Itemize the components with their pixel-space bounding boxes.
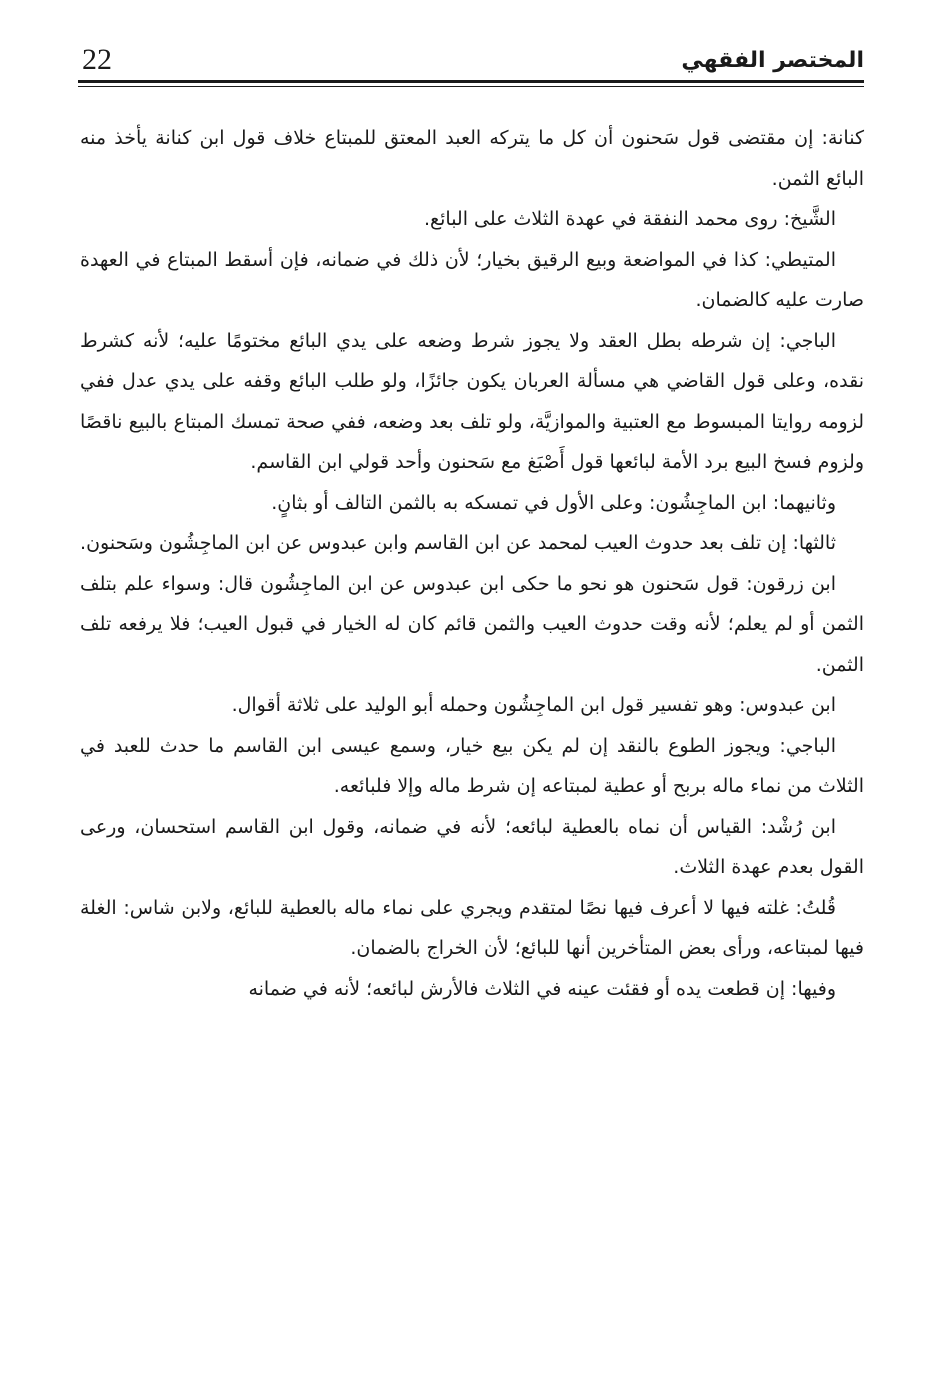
header-rule-thick bbox=[78, 80, 864, 83]
paragraph: الباجي: إن شرطه بطل العقد ولا يجوز شرط وضعه على يدي البائع مختومًا عليه؛ لأنه كشرط نقده، وعلى قول القاضي هي مسألة العربان يكون جائزًا، ولو طلب البائع وقفه على يدي عدل ففي لزومه روايتا المبسوط مع العتبية والموازيَّة، ولو تلف بعد وضعه، ففي صحة تمسك المبتاع بالبيع ناقصًا ولزوم فسخ البيع برد الأمة لبائعها قول أَصْبَغ مع سَحنون وأحد قولي ابن القاسم. bbox=[80, 329, 864, 473]
paragraph: ابن رُشْد: القياس أن نماه بالعطية لبائعه؛ لأنه في ضمانه، وقول ابن القاسم استحسان، ورعى القول بعدم عهدة الثلاث. bbox=[80, 815, 864, 878]
paragraph: المتيطي: كذا في المواضعة وبيع الرقيق بخيار؛ لأن ذلك في ضمانه، فإن أسقط المبتاع في العهدة صارت عليه كالضمان. bbox=[80, 248, 864, 311]
paragraph: قُلتُ: غلته فيها لا أعرف فيها نصًا لمتقدم ويجري على نماء ماله بالعطية للبائع، ولابن شاس: الغلة فيها لمبتاعه، ورأى بعض المتأخرين أنها للبائع؛ لأن الخراج بالضمان. bbox=[80, 896, 864, 959]
paragraph: كنانة: إن مقتضى قول سَحنون أن كل ما يتركه العبد المعتق للمبتاع خلاف قول ابن كنانة يأخذ منه البائع الثمن. bbox=[80, 127, 864, 190]
page-header bbox=[78, 40, 864, 86]
header-rule-thin bbox=[78, 86, 864, 87]
body-text bbox=[80, 118, 864, 1009]
paragraph: الباجي: ويجوز الطوع بالنقد إن لم يكن بيع خيار، وسمع عيسى ابن القاسم ما حدث للعبد في الثلاث من نماء ماله بربح أو عطية لمبتاعه إن شرط ماله وإلا فلبائعه. bbox=[80, 734, 864, 797]
paragraph: ابن زرقون: قول سَحنون هو نحو ما حكى ابن عبدوس عن ابن الماجِشُون قال: وسواء علم بتلف الثمن أو لم يعلم؛ لأنه وقت حدوث العيب والثمن قائم كان له الخيار في قبول العيب؛ فلا يرفعه تلف الثمن. bbox=[80, 572, 864, 676]
paragraph: وفيها: إن قطعت يده أو فقئت عينه في الثلاث فالأرش لبائعه؛ لأنه في ضمانه bbox=[248, 977, 836, 1000]
paragraph: ثالثها: إن تلف بعد حدوث العيب لمحمد عن ابن القاسم وابن عبدوس عن ابن الماجِشُون وسَحنون. bbox=[80, 532, 836, 554]
paragraph: الشَّيخ: روى محمد النفقة في عهدة الثلاث على البائع. bbox=[423, 208, 836, 230]
paragraph: ابن عبدوس: وهو تفسير قول ابن الماجِشُون وحمله أبو الوليد على ثلاثة أقوال. bbox=[231, 694, 836, 716]
running-title: المختصر الفقهي bbox=[681, 48, 864, 73]
paragraph: وثانيهما: ابن الماجِشُون: وعلى الأول في تمسكه به بالثمن التالف أو بثانٍ. bbox=[271, 491, 836, 514]
page-number: 22 bbox=[82, 43, 112, 76]
